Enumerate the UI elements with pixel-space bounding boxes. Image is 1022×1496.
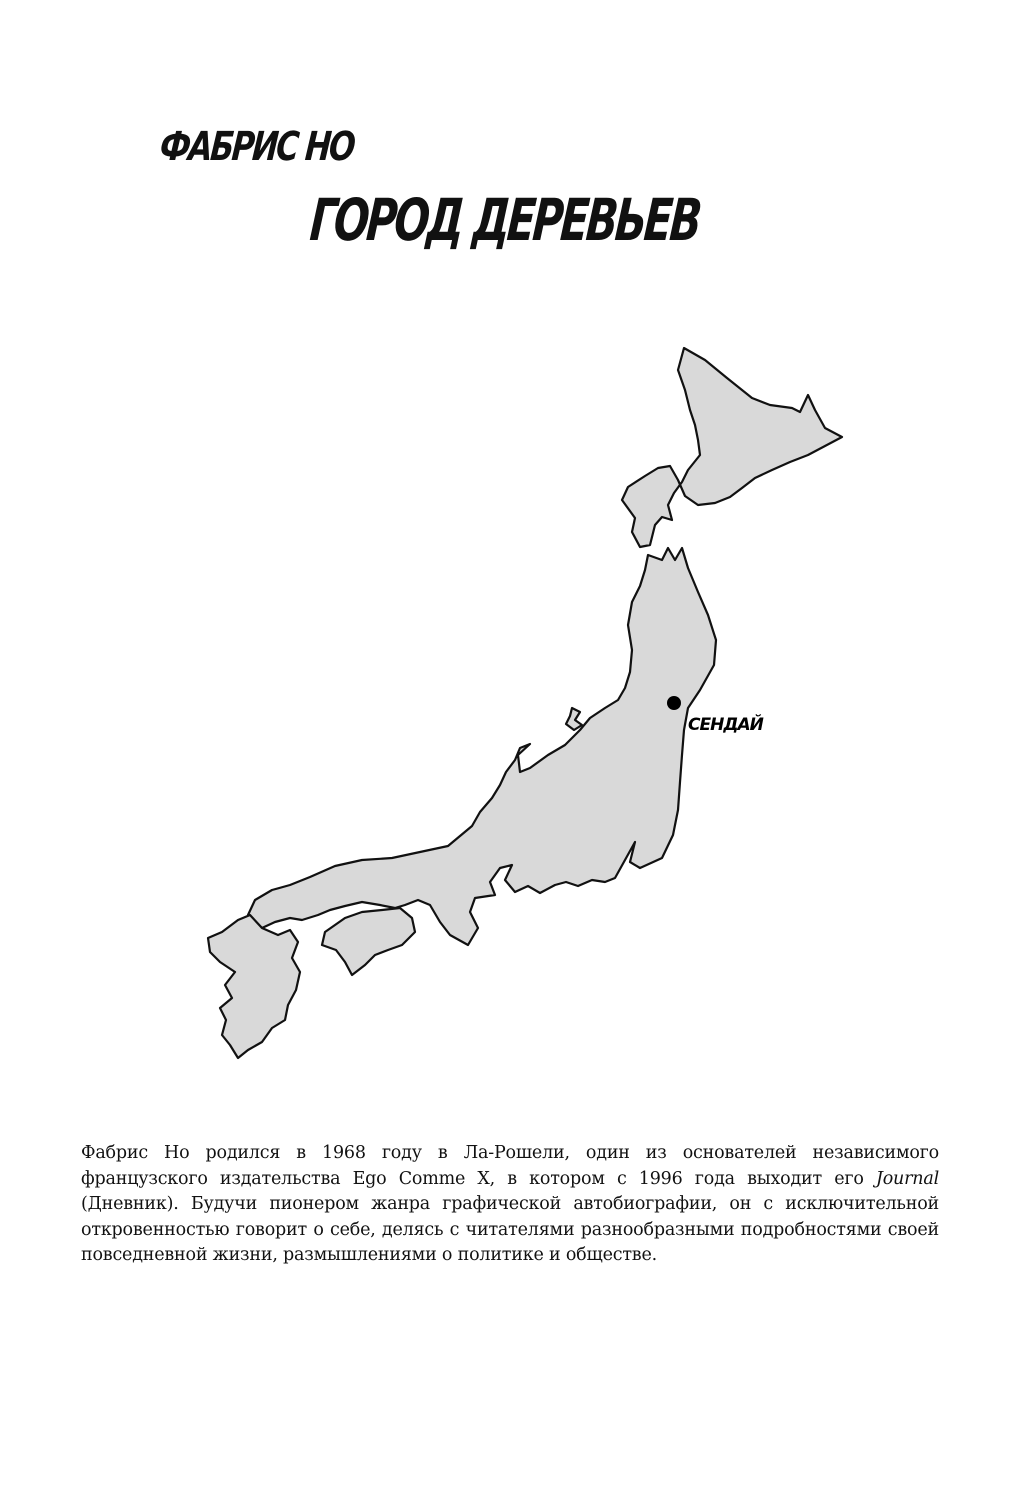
sado-island xyxy=(566,708,582,730)
author-name: ФАБРИС НО xyxy=(158,124,356,170)
author-biography xyxy=(81,1141,939,1269)
shikoku-island xyxy=(322,908,415,975)
kyushu-island xyxy=(208,915,300,1058)
japan-map xyxy=(195,335,855,1065)
sendai-label: СЕНДАЙ xyxy=(688,715,763,735)
bio-journal-title: Journal xyxy=(875,1168,939,1189)
hokkaido-island xyxy=(622,348,842,547)
japan-map-svg xyxy=(195,335,855,1065)
bio-text-part2: (Дневник). Будучи пионером жанра графической автобиографии, он с исключительной откровенностью говорит о себе, делясь с читателями разнообразными подробностями своей повседневной жизни, размышлениями о политике и обществе. xyxy=(81,1194,939,1265)
honshu-island xyxy=(248,548,716,945)
bio-text-part1: Фабрис Но родился в 1968 году в Ла-Рошели, один из основателей независимого французского издательства Ego Comme X, в котором с 1996 года выходит его xyxy=(81,1143,939,1189)
book-title: ГОРОД ДЕРЕВЬЕВ xyxy=(307,186,702,254)
sendai-marker xyxy=(667,696,681,710)
